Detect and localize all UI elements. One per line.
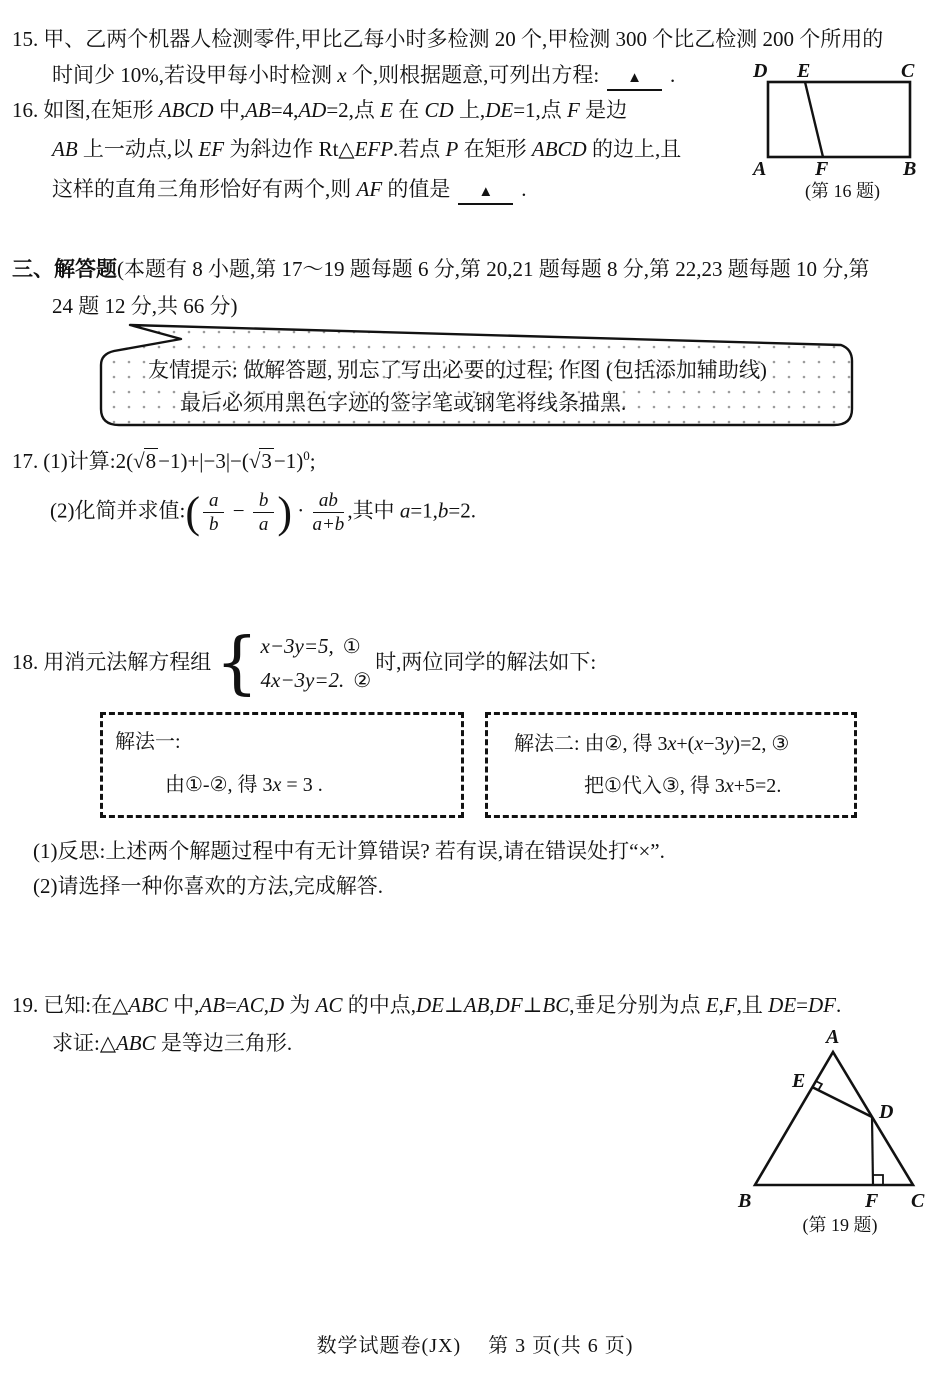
question-18-item-1: (1)反思:上述两个解题过程中有无计算错误? 若有误,请在错误处打“×”. xyxy=(33,839,665,863)
fig16-label-d: D xyxy=(753,60,768,82)
question-16-line-3: 这样的直角三角形恰好有两个,则 AF 的值是 ▲ . xyxy=(52,176,527,205)
question-19-line-1: 19. 已知:在△ABC 中,AB=AC,D 为 AC 的中点,DE⊥AB,DF⊥BC,垂足分别为点 E,F,且 DE=DF. xyxy=(12,993,842,1017)
solution-method-2-box xyxy=(485,712,857,818)
question-17-line-2: (2)化简并求值:( $\frac{a}{b}$ − $\frac{b}{a}$ ) · $\frac{ab}{a+b}$ ,其中 a=1,b=2. xyxy=(50,487,476,537)
question-15-line-2: 时间少 10%,若设甲每小时检测 x 个,则根据题意,可列出方程: ▲ . xyxy=(52,62,675,91)
method-2-title: 解法二: 由②, 得 3x+(x−3y)=2, ③ xyxy=(514,733,790,755)
fig16-label-f: F xyxy=(815,158,829,180)
figure-16-caption: (第 16 题) xyxy=(805,181,880,201)
question-15-number: 15. xyxy=(12,27,39,51)
question-16-line-1: 16. 如图,在矩形 ABCD 中,AB=4,AD=2,点 E 在 CD 上,DE=1,点 F 是边 xyxy=(12,98,628,122)
question-15-line-1: 15. 甲、乙两个机器人检测零件,甲比乙每小时多检测 20 个,甲检测 300 个比乙检测 200 个所用的 xyxy=(12,27,884,51)
fig16-label-b: B xyxy=(903,158,917,180)
tip-line-2: 最后必须用黑色字迹的签字笔或钢笔将线条描黑. xyxy=(180,391,627,415)
page-footer: 数学试题卷(JX) 第 3 页(共 6 页) xyxy=(316,1335,634,1357)
question-18-number: 18. xyxy=(12,649,39,674)
question-19-line-2: 求证:△ABC 是等边三角形. xyxy=(52,1031,293,1055)
question-16-number: 16. xyxy=(12,98,39,122)
question-19-number: 19. xyxy=(12,993,39,1017)
fig16-rectangle xyxy=(768,82,910,157)
section-3-header-line-1 xyxy=(12,256,870,283)
fig19-segment-df xyxy=(872,1117,873,1185)
fig19-label-f: F xyxy=(865,1190,879,1212)
fig19-label-e: E xyxy=(792,1070,806,1092)
question-17-number: 17. xyxy=(12,449,39,473)
fig19-label-c: C xyxy=(911,1190,925,1212)
fig16-segment-ef xyxy=(805,82,823,157)
fig19-label-b: B xyxy=(738,1190,752,1212)
method-2-step: 把①代入③, 得 3x+5=2. xyxy=(584,775,782,797)
figure-19-triangle-diagram xyxy=(720,1025,935,1215)
fig16-label-c: C xyxy=(901,60,915,82)
fig19-label-a: A xyxy=(826,1026,840,1048)
solution-method-1-box xyxy=(100,712,464,818)
question-16-line-2: AB 上一动点,以 EF 为斜边作 Rt△EFP.若点 P 在矩形 ABCD 的边上,且 xyxy=(52,137,682,161)
section-3-scoring: (本题有 8 小题,第 17～19 题每题 6 分,第 20,21 题每题 8 分,第 22,23 题每题 10 分,第 xyxy=(117,257,870,281)
question-18-intro: 18. 用消元法解方程组 { x−3y=5, ① 4x−3y=2. ② 时,两位同学的解法如下: xyxy=(12,623,597,703)
question-18-item-2: (2)请选择一种你喜欢的方法,完成解答. xyxy=(33,874,383,898)
fig19-right-angle-f xyxy=(873,1175,883,1185)
figure-19-caption: (第 19 题) xyxy=(802,1215,878,1235)
method-1-step: 由①-②, 得 3x = 3 . xyxy=(165,774,323,796)
tip-line-1: 友情提示: 做解答题, 别忘了写出必要的过程; 作图 (包括添加辅助线) xyxy=(148,358,767,382)
method-1-title: 解法一: xyxy=(115,731,181,753)
fig16-label-e: E xyxy=(797,60,811,82)
section-3-title: 三、解答题 xyxy=(12,257,117,281)
fig19-label-d: D xyxy=(879,1101,894,1123)
figure-16-rectangle-diagram xyxy=(745,55,930,180)
fig16-label-a: A xyxy=(753,158,767,180)
question-17-line-1: 17. (1)计算$:2(√8-1)+|-3|-(√3-1)^0$; xyxy=(12,448,316,473)
section-3-header-line-2: 24 题 12 分,共 66 分) xyxy=(52,294,238,318)
